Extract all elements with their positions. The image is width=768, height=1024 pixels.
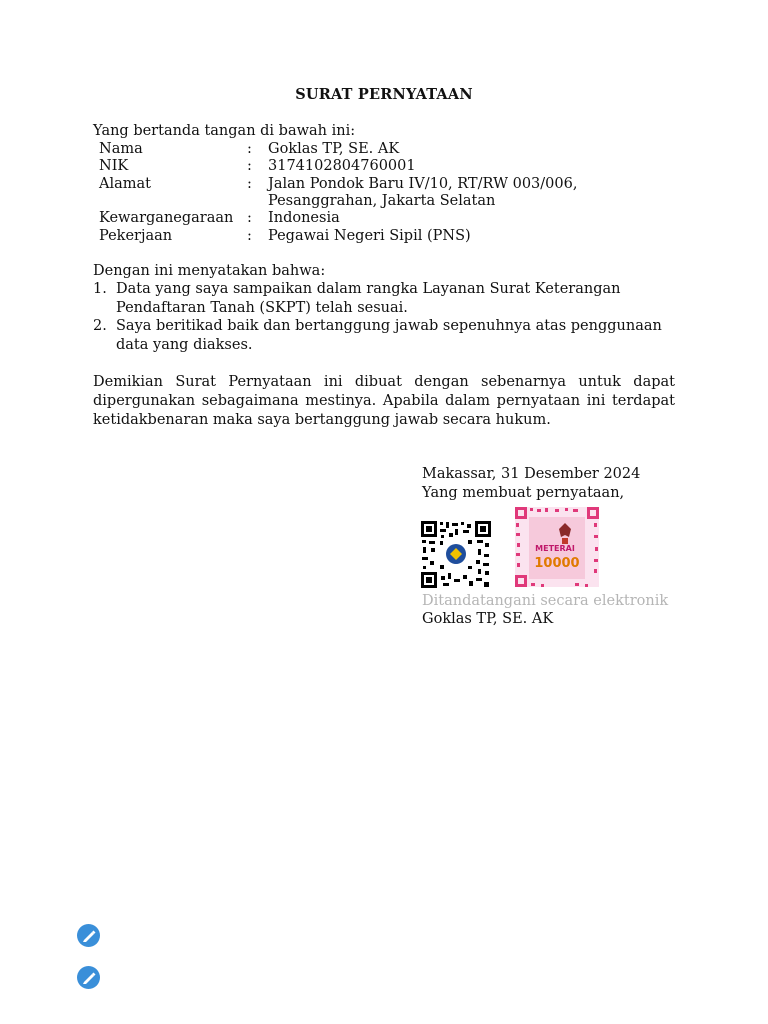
field-label: Pekerjaan: [99, 228, 173, 244]
field-label: Kewarganegaraan: [99, 210, 234, 226]
field-colon: :: [247, 158, 252, 174]
signer-name: Goklas TP, SE. AK: [422, 611, 554, 627]
esign-note: Ditandatangani secara elektronik: [422, 593, 669, 609]
list-number: 2.: [93, 318, 107, 334]
list-item: [93, 280, 675, 317]
signer-caption: Yang membuat pernyataan,: [422, 485, 625, 501]
field-value: Pegawai Negeri Sipil (PNS): [268, 228, 471, 244]
field-colon: :: [247, 176, 252, 192]
field-colon: :: [247, 141, 252, 157]
document-title: SURAT PERNYATAAN: [295, 86, 473, 103]
field-colon: :: [247, 228, 252, 244]
meterai-label: METERAI: [535, 544, 575, 553]
closing-paragraph: Demikian Surat Pernyataan ini dibuat dengan sebenarnya untuk dapat dipergunakan sebagaimana mestinya. Apabila dalam pernyataan ini terdapat ketidakbenaran maka saya bertanggung jawab secara hukum.: [93, 374, 675, 428]
meterai-amount: 10000: [534, 556, 580, 571]
place-date: Makassar, 31 Desember 2024: [422, 466, 641, 482]
edit-tool-icon[interactable]: [77, 924, 100, 947]
meterai-stamp: [515, 507, 599, 587]
field-label: Alamat: [99, 176, 151, 192]
list-text: Data yang saya sampaikan dalam rangka Layanan Surat Keterangan Pendaftaran Tanah (SKPT) telah sesuai.: [116, 281, 621, 316]
statement-list: [93, 280, 675, 354]
field-colon: :: [247, 210, 252, 226]
list-item: [93, 317, 675, 354]
field-value: Indonesia: [268, 210, 340, 226]
field-label: NIK: [99, 158, 129, 174]
field-value: Goklas TP, SE. AK: [268, 141, 400, 157]
statement-intro: Dengan ini menyatakan bahwa:: [93, 263, 326, 279]
intro-text: Yang bertanda tangan di bawah ini:: [93, 123, 356, 139]
edit-tool-icon[interactable]: [77, 966, 100, 989]
pen-icon: [77, 966, 100, 989]
field-value-continued: Pesanggrahan, Jakarta Selatan: [268, 193, 496, 209]
list-text: Saya beritikad baik dan bertanggung jawab sepenuhnya atas penggunaan data yang diakses.: [116, 318, 662, 353]
pen-icon: [77, 924, 100, 947]
field-value: Jalan Pondok Baru IV/10, RT/RW 003/006,: [268, 176, 578, 192]
field-value: 3174102804760001: [268, 158, 416, 174]
qr-code: [421, 521, 491, 588]
list-number: 1.: [93, 281, 107, 297]
field-label: Nama: [99, 141, 143, 157]
